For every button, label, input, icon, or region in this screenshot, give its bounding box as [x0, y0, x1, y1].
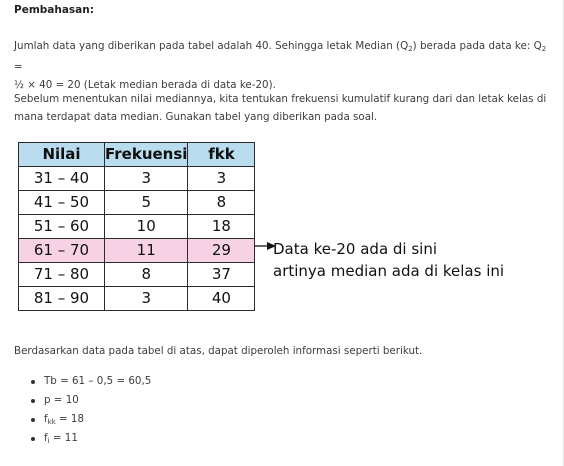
list-item	[30, 391, 151, 410]
paragraph-median-location	[14, 37, 549, 94]
list-item-text: = 11	[49, 432, 78, 444]
table-header-row	[19, 143, 255, 167]
table-cell: 71 – 80	[19, 263, 105, 287]
paragraph-text: ½ × 40 = 20 (Letak median berada di data ke-20).	[14, 79, 276, 91]
list-item-text: f	[44, 432, 48, 444]
list-item	[30, 429, 151, 448]
table-row	[19, 215, 255, 239]
subscript: 2	[541, 45, 547, 53]
list-item-text: p = 10	[44, 394, 79, 406]
subscript: kk	[47, 418, 56, 426]
list-item-text: f	[44, 413, 48, 425]
list-item-text: Tb = 61 – 0,5 = 60,5	[44, 375, 152, 387]
paragraph-text: ) berada pada data ke: Q	[412, 40, 542, 52]
list-item	[30, 372, 151, 391]
annotation-line-2: artinya median ada di kelas ini	[273, 262, 505, 280]
column-header-frekuensi: Frekuensi	[105, 143, 188, 167]
paragraph-information-intro: Berdasarkan data pada tabel di atas, dapat diperoleh informasi seperti berikut.	[14, 345, 423, 357]
table-cell: 3	[105, 167, 188, 191]
paragraph-text: mana terdapat data median. Gunakan tabel yang diberikan pada soal.	[14, 111, 378, 123]
table-cell: 18	[188, 215, 255, 239]
table-cell: 41 – 50	[19, 191, 105, 215]
table-row	[19, 287, 255, 311]
bullet-icon	[31, 380, 35, 384]
table-cell: 61 – 70	[19, 239, 105, 263]
table-row	[19, 191, 255, 215]
table-cell: 3	[105, 287, 188, 311]
paragraph-cumulative-frequency	[14, 90, 549, 126]
bullet-icon	[31, 399, 35, 403]
table-cell: 37	[188, 263, 255, 287]
table-cell: 11	[105, 239, 188, 263]
table-cell: 40	[188, 287, 255, 311]
table-cell: 29	[188, 239, 255, 263]
table-cell: 51 – 60	[19, 215, 105, 239]
paragraph-text: Sebelum menentukan nilai mediannya, kita tentukan frekuensi kumulatif kurang dari dan letak kelas di	[14, 93, 547, 105]
bullet-icon	[31, 437, 35, 441]
paragraph-text: Jumlah data yang diberikan pada tabel adalah 40. Sehingga letak Median (Q	[14, 40, 409, 52]
list-item	[30, 410, 151, 429]
subscript: i	[47, 437, 50, 445]
table-cell: 5	[105, 191, 188, 215]
column-header-nilai: Nilai	[19, 143, 105, 167]
table-cell: 81 – 90	[19, 287, 105, 311]
list-item-text: = 18	[55, 413, 85, 425]
bullet-icon	[31, 418, 35, 422]
information-list	[30, 372, 151, 448]
table-row-median-class	[19, 239, 255, 263]
table-cell: 31 – 40	[19, 167, 105, 191]
annotation-line-1: Data ke-20 ada di sini	[273, 240, 438, 258]
table-cell: 10	[105, 215, 188, 239]
paragraph-text: =	[14, 61, 23, 73]
column-header-fkk: fkk	[188, 143, 255, 167]
table-cell: 3	[188, 167, 255, 191]
table-row	[19, 167, 255, 191]
subscript: 2	[408, 45, 413, 53]
section-heading: Pembahasan:	[14, 4, 94, 16]
table-cell: 8	[188, 191, 255, 215]
table-cell: 8	[105, 263, 188, 287]
table-row	[19, 263, 255, 287]
frequency-table	[18, 142, 255, 311]
